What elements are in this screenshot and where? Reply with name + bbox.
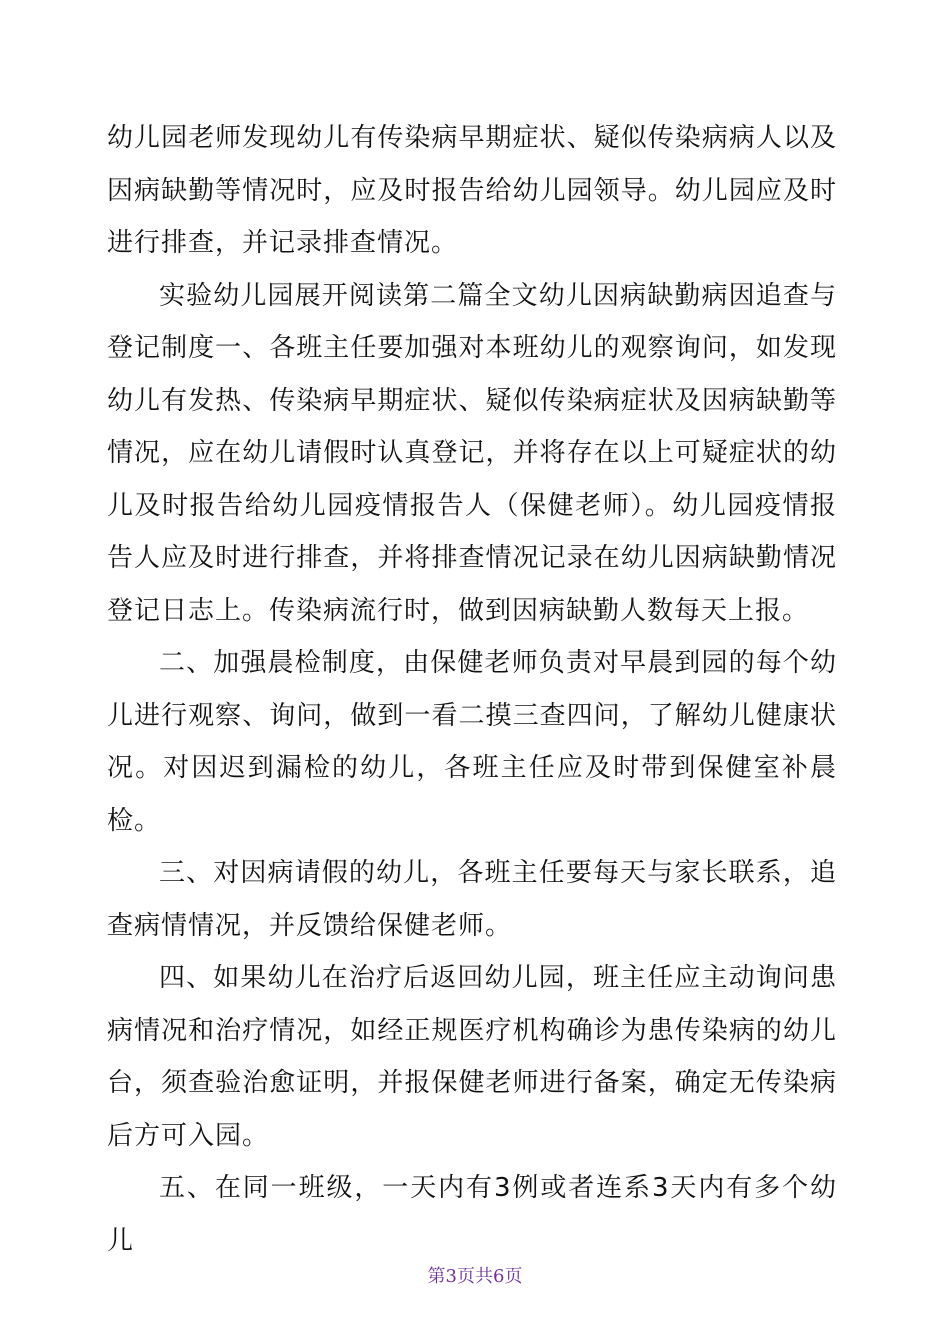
paragraph-rule-five: 五、在同一班级，一天内有3例或者连系3天内有多个幼儿 <box>107 1173 837 1256</box>
paragraph-continuation: 幼儿园老师发现幼儿有传染病早期症状、疑似传染病病人以及因病缺勤等情况时，应及时报告给幼儿园领导。幼儿园应及时进行排查，并记录排查情况。 <box>107 123 837 258</box>
document-body <box>107 112 837 1267</box>
paragraph-intro-rule-one: 实验幼儿园展开阅读第二篇全文幼儿因病缺勤病因追查与登记制度一、各班主任要加强对本班幼儿的观察询问，如发现幼儿有发热、传染病早期症状、疑似传染病症状及因病缺勤等情况，应在幼儿请假时认真登记，并将存在以上可疑症状的幼儿及时报告给幼儿园疫情报告人（保健老师）。幼儿园疫情报告人应及时进行排查，并将排查情况记录在幼儿因病缺勤情况登记日志上。传染病流行时，做到因病缺勤人数每天上报。 <box>107 280 837 626</box>
paragraph-rule-four: 四、如果幼儿在治疗后返回幼儿园，班主任应主动询问患病情况和治疗情况，如经正规医疗机构确诊为患传染病的幼儿台，须查验治愈证明，并报保健老师进行备案，确定无传染病后方可入园。 <box>107 963 837 1151</box>
paragraph-rule-three: 三、对因病请假的幼儿，各班主任要每天与家长联系，追查病情情况，并反馈给保健老师。 <box>107 858 837 941</box>
page-number-footer: 第3页共6页 <box>427 1266 523 1287</box>
paragraph-rule-two: 二、加强晨检制度，由保健老师负责对早晨到园的每个幼儿进行观察、询问，做到一看二摸三查四问，了解幼儿健康状况。对因迟到漏检的幼儿，各班主任应及时带到保健室补晨检。 <box>107 648 837 836</box>
